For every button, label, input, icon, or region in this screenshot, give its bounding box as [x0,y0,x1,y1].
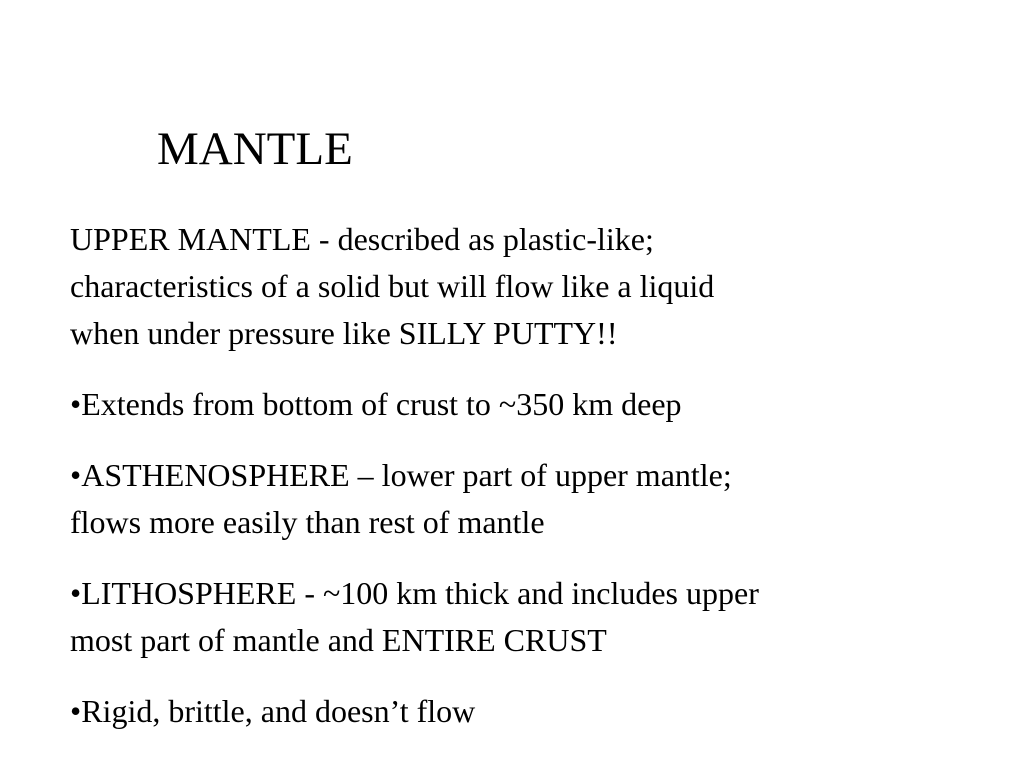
paragraph-line: UPPER MANTLE - described as plastic-like; [70,221,654,257]
bullet-marker: • [70,693,82,729]
paragraph-line: ASTHENOSPHERE – lower part of upper mantle; [81,457,732,493]
slide-body [70,216,970,735]
bullet-item-rigid [70,688,970,735]
paragraph-upper-mantle [70,216,970,357]
paragraph-line: when under pressure like SILLY PUTTY!! [70,315,618,351]
paragraph-line: flows more easily than rest of mantle [70,504,545,540]
paragraph-line: Rigid, brittle, and doesn’t flow [81,693,476,729]
paragraph-line: LITHOSPHERE - ~100 km thick and includes upper [81,575,759,611]
bullet-marker: • [70,575,82,611]
bullet-marker: • [70,386,82,422]
bullet-item-lithosphere [70,570,970,664]
paragraph-line: Extends from bottom of crust to ~350 km deep [81,386,682,422]
bullet-item-asthenosphere [70,452,970,546]
slide-title: MANTLE [157,123,353,175]
bullet-item-depth [70,381,970,428]
bullet-marker: • [70,457,82,493]
paragraph-line: most part of mantle and ENTIRE CRUST [70,622,607,658]
paragraph-line: characteristics of a solid but will flow like a liquid [70,268,715,304]
